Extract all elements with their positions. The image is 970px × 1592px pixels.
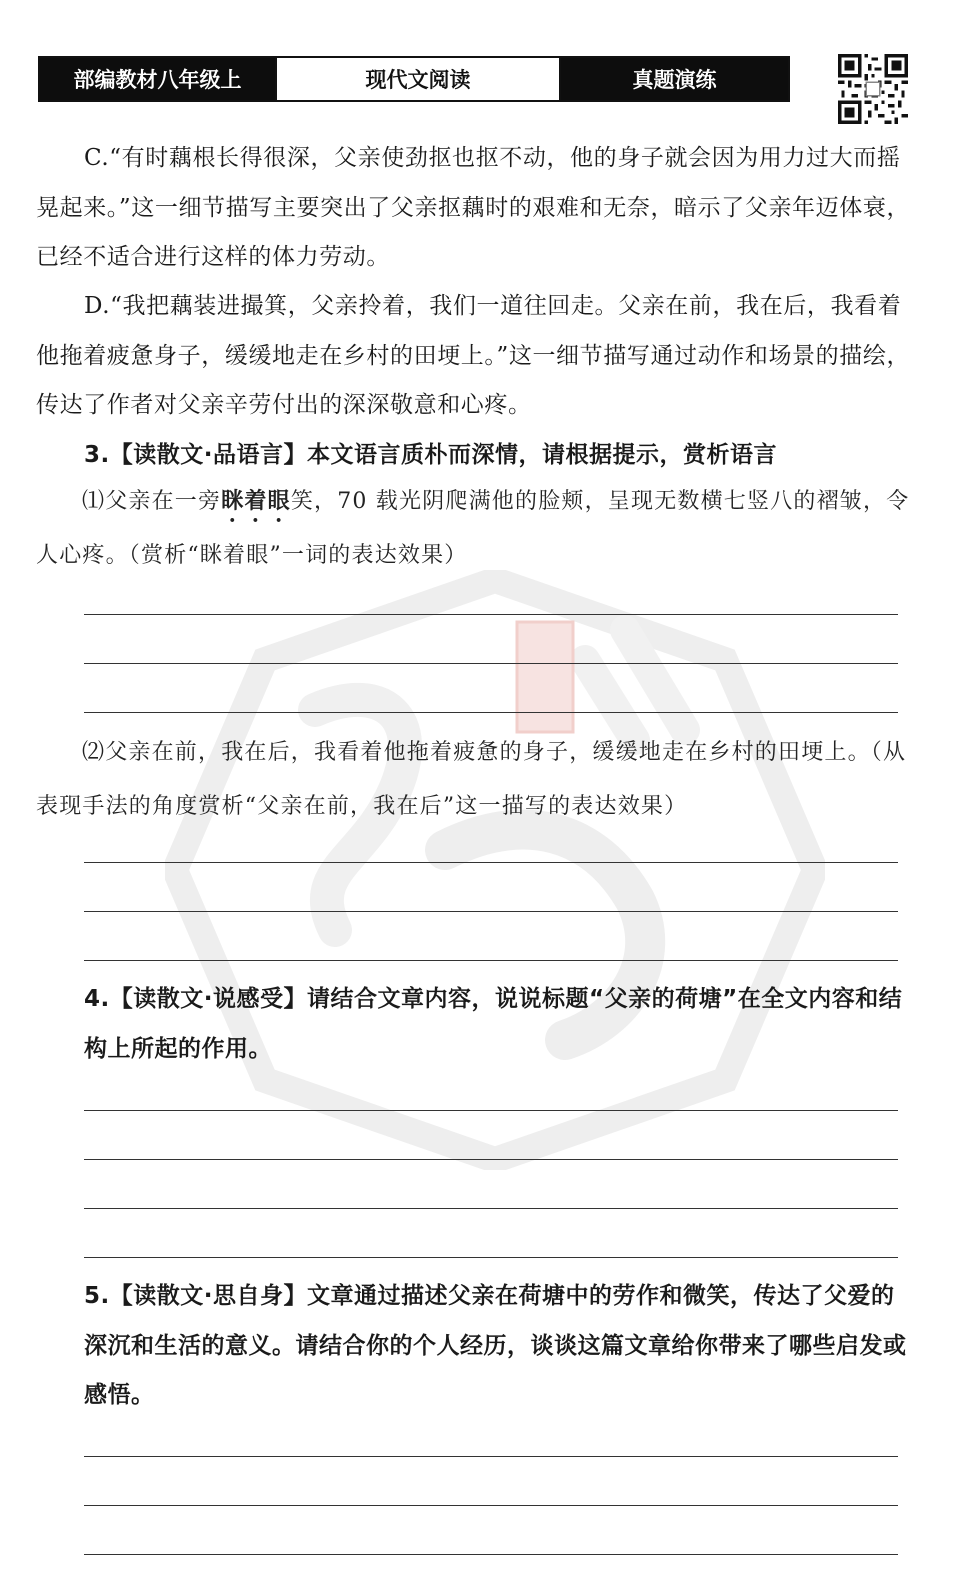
option-d-text: D.“我把藕装进撮箕，父亲拎着，我们一道往回走。父亲在前，我在后，我看着他拖着疲惫身子，缓缓地走在乡村的田埂上。”这一细节描写通过动作和场景的描绘，传达了作者对父亲辛劳付出的深深敬意和心疼。 <box>36 293 911 418</box>
question-5-title: 5.【读散文·思自身】文章通过描述父亲在荷塘中的劳作和微笑，传达了父爱的深沉和生活的意义。请结合你的个人经历，谈谈这篇文章给你带来了哪些启发或感悟。 <box>84 1283 907 1408</box>
answer-line[interactable] <box>84 1505 898 1506</box>
emphasized-phrase: 眯着眼 <box>221 488 291 514</box>
answer-line[interactable] <box>84 614 898 615</box>
answer-line[interactable] <box>84 862 898 863</box>
section-label: 现代文阅读 <box>275 58 561 100</box>
option-c-text: C.“有时藕根长得很深，父亲使劲抠也抠不动，他的身子就会因为用力过大而摇晃起来。”这一细节描写主要突出了父亲抠藕时的艰难和无奈，暗示了父亲年迈体衰，已经不适合进行这样的体力劳动。 <box>36 145 911 270</box>
answer-line[interactable] <box>84 1208 898 1209</box>
grade-label: 部编教材八年级上 <box>40 58 275 100</box>
answer-line[interactable] <box>84 1456 898 1457</box>
answer-line[interactable] <box>84 1110 898 1111</box>
answer-line[interactable] <box>84 712 898 713</box>
answer-line[interactable] <box>84 960 898 961</box>
question-3-sub2: ⑵父亲在前，我在后，我看着他拖着疲惫的身子，缓缓地走在乡村的田埂上。（从表现手法的角度赏析“父亲在前，我在后”这一描写的表达效果） <box>36 740 907 819</box>
option-d <box>36 282 916 431</box>
answer-line[interactable] <box>84 663 898 664</box>
answer-line[interactable] <box>84 1554 898 1555</box>
practice-label: 真题演练 <box>561 58 788 100</box>
watermark-seal <box>517 622 573 732</box>
header-bar <box>38 56 790 102</box>
option-c <box>36 134 916 283</box>
answer-line[interactable] <box>84 1159 898 1160</box>
watermark <box>165 570 825 1170</box>
answer-line[interactable] <box>84 911 898 912</box>
question-3-sub1: ⑴父亲在一旁眯着眼笑，70 载光阴爬满他的脸颊，呈现无数横七竖八的褶皱，令人心疼。（赏析“眯着眼”一词的表达效果） <box>36 488 910 568</box>
qr-code[interactable] <box>838 54 908 124</box>
question-3-title: 3.【读散文·品语言】本文语言质朴而深情，请根据提示，赏析语言 <box>84 442 777 468</box>
answer-line[interactable] <box>84 1257 898 1258</box>
question-4-title: 4.【读散文·说感受】请结合文章内容，说说标题“父亲的荷塘”在全文内容和结构上所起的作用。 <box>84 986 903 1062</box>
